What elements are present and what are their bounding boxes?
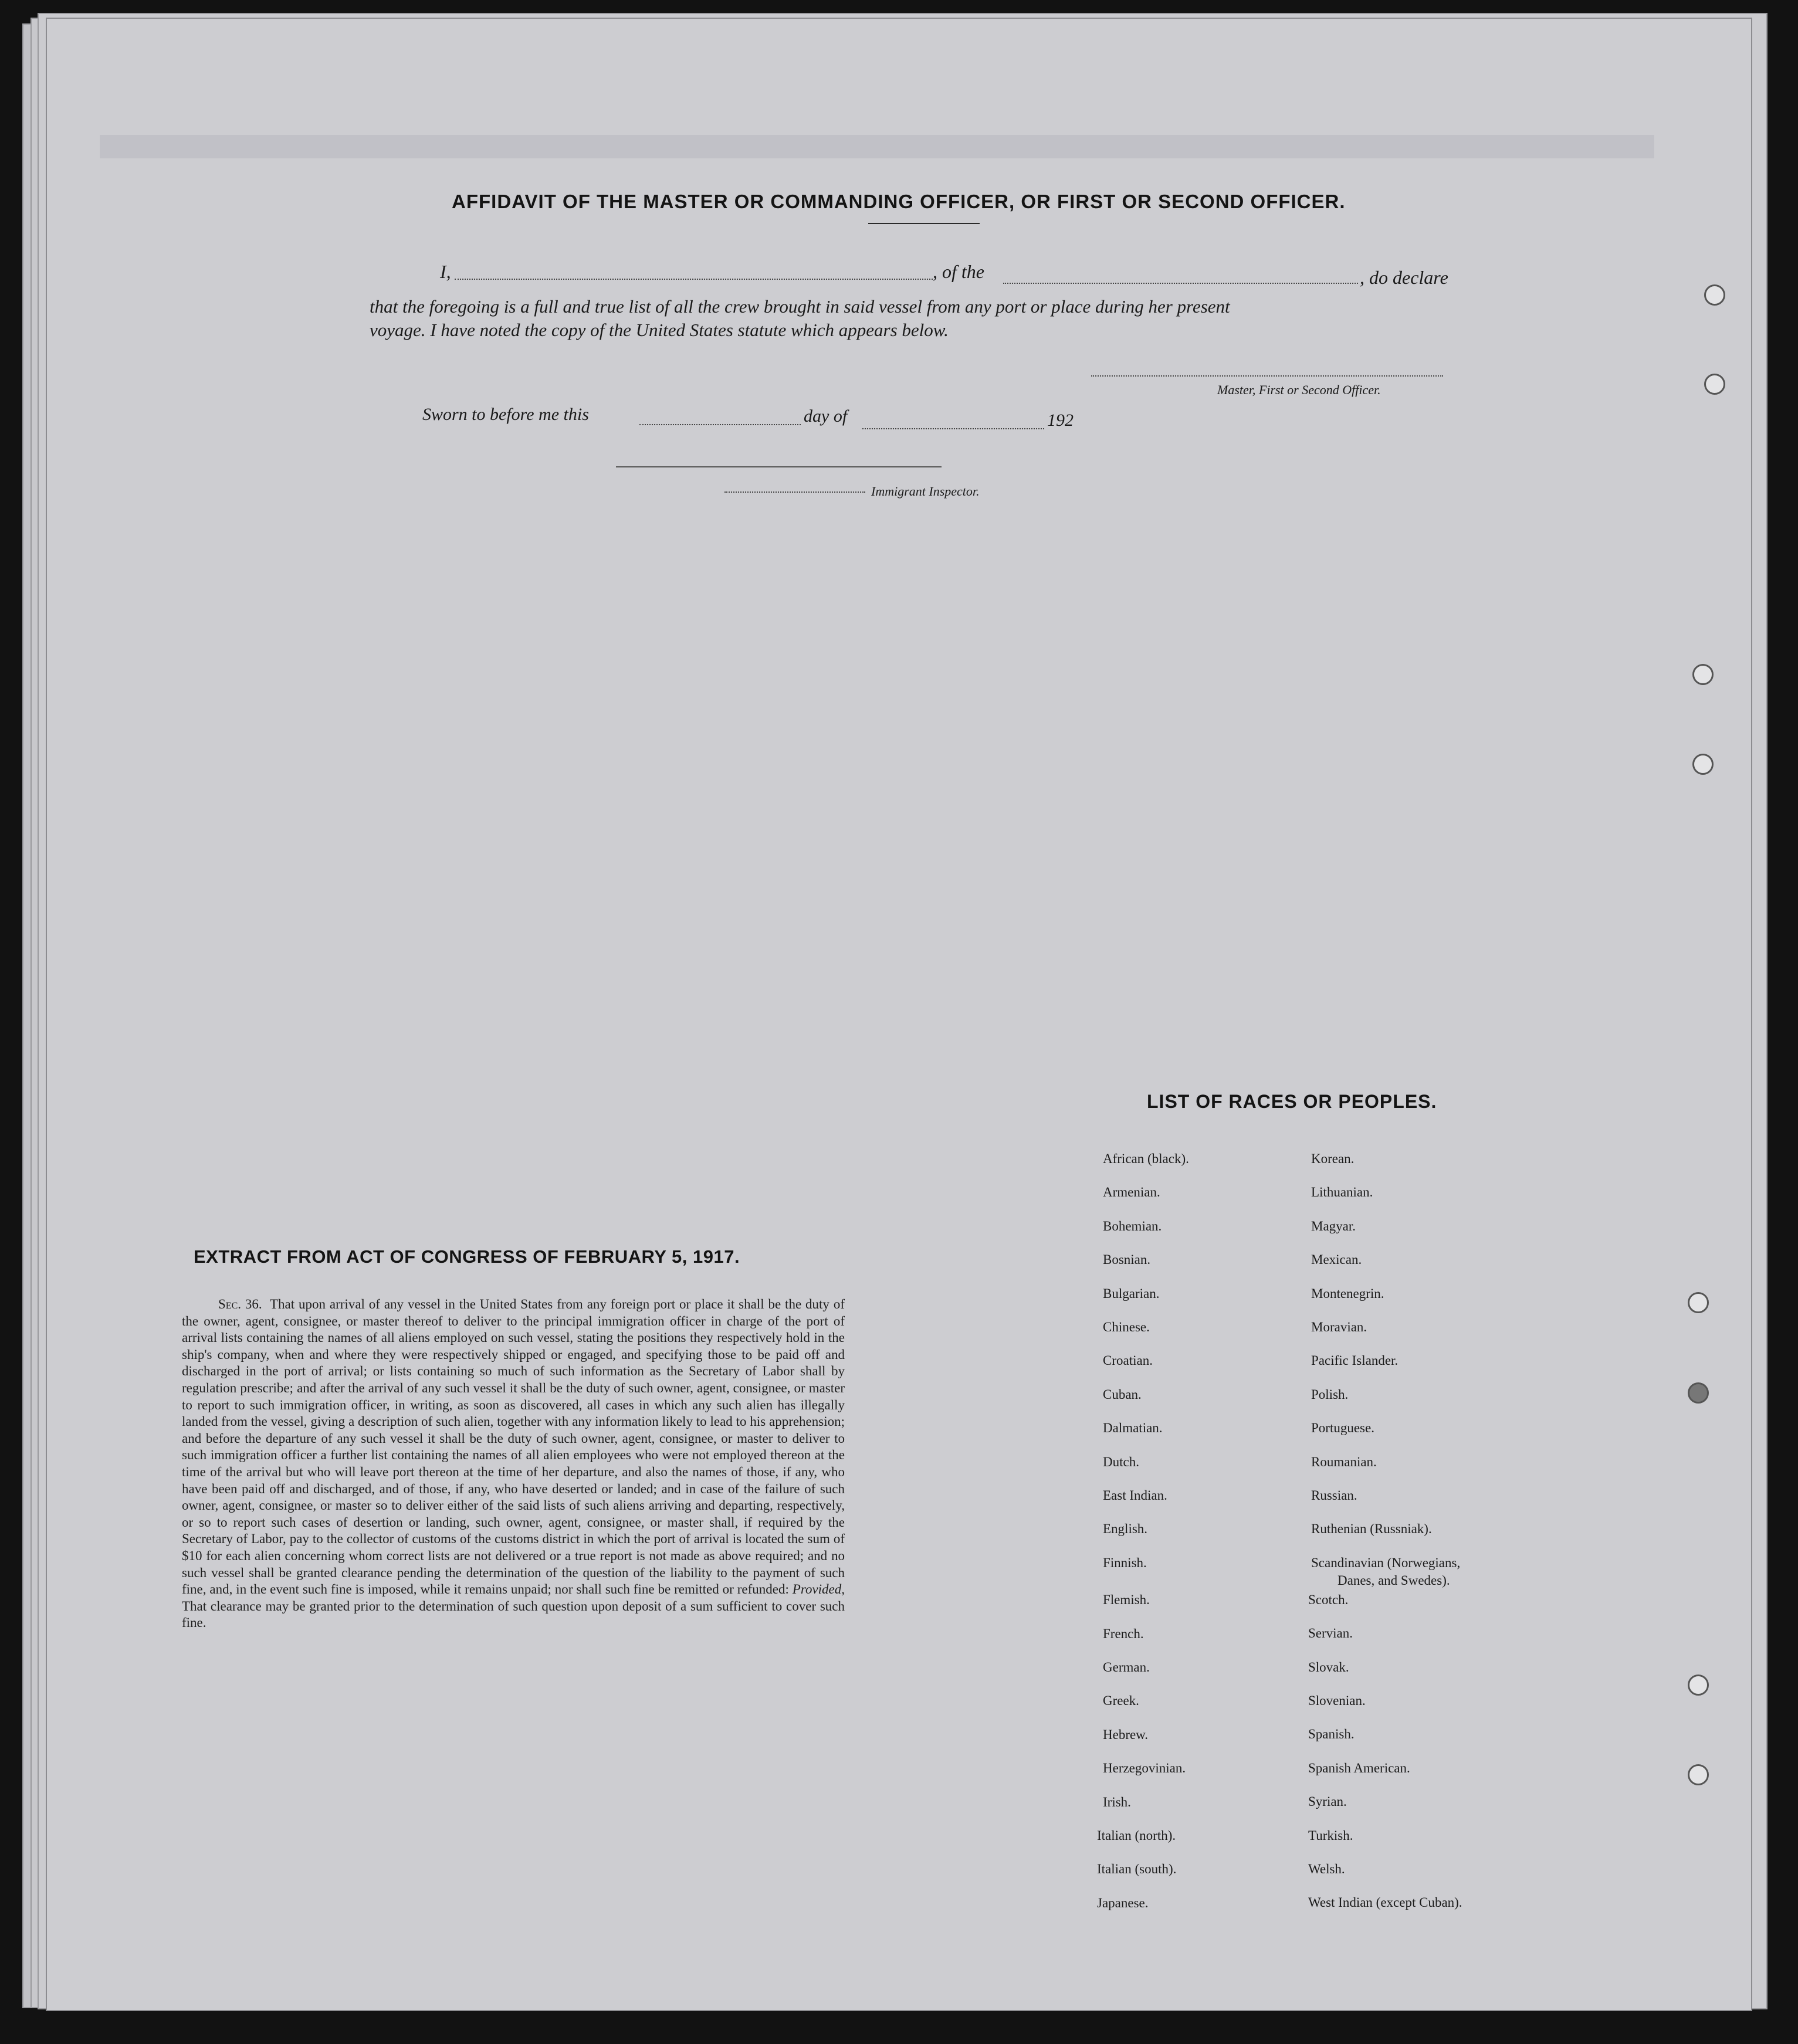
race-item: English. [1103,1521,1148,1536]
race-item: Russian. [1311,1488,1357,1503]
affidavit-title: AFFIDAVIT OF THE MASTER OR COMMANDING OFFICER, OR FIRST OR SECOND OFFICER. [452,191,1346,212]
race-item: Moravian. [1311,1320,1367,1334]
race-item: Scandinavian (Norwegians, [1311,1555,1461,1570]
race-item: Turkish. [1308,1828,1353,1843]
race-item: Bohemian. [1103,1219,1162,1233]
binder-hole [1692,754,1714,775]
race-item: Finnish. [1103,1555,1147,1570]
binder-hole [1704,284,1725,306]
affidavit-statement-line2: voyage. I have noted the copy of the United States statute which appears below. [370,320,949,340]
race-item: Mexican. [1311,1252,1362,1267]
race-item: Servian. [1308,1626,1353,1640]
race-item: Dalmatian. [1103,1421,1163,1435]
race-item: Herzegovinian. [1103,1761,1186,1775]
race-item: Armenian. [1103,1185,1160,1199]
race-item: Magyar. [1311,1219,1356,1233]
race-item: Chinese. [1103,1320,1150,1334]
race-item: Spanish. [1308,1727,1355,1741]
race-item: German. [1103,1660,1150,1674]
race-item: French. [1103,1626,1144,1641]
inspector-caption: Immigrant Inspector. [871,484,980,499]
race-item: Croatian. [1103,1353,1153,1368]
race-item: Bulgarian. [1103,1286,1160,1301]
race-item: East Indian. [1103,1488,1167,1503]
race-item: Roumanian. [1311,1455,1377,1469]
inspector-signature-rule [616,466,942,467]
race-item: Spanish American. [1308,1761,1410,1775]
statute-text [182,1296,845,1632]
race-item: Ruthenian (Russniak). [1311,1521,1432,1536]
affidavit-i-label: I, [440,261,451,282]
day-of-label: day of [804,406,848,426]
affidavit-of-the-label: , of the [933,261,984,282]
binder-hole [1692,664,1714,685]
title-underline [868,223,980,224]
race-item: West Indian (except Cuban). [1308,1895,1462,1910]
race-item: African (black). [1103,1151,1189,1166]
race-item: Japanese. [1097,1896,1149,1910]
race-item: Greek. [1103,1693,1139,1708]
race-item: Slovenian. [1308,1693,1366,1708]
affidavit-do-declare-label: , do declare [1360,267,1448,288]
race-item: Bosnian. [1103,1252,1151,1267]
race-item: Korean. [1311,1151,1355,1166]
sworn-month-line [862,428,1044,429]
race-item: Hebrew. [1103,1727,1149,1742]
statute-body-part2: That clearance may be granted prior to the determination of such question upon deposit of a sum sufficient to cover such fine. [182,1598,845,1631]
binder-hole [1688,1382,1709,1404]
races-title: LIST OF RACES OR PEOPLES. [1147,1091,1437,1112]
race-item: Welsh. [1308,1862,1345,1876]
race-item: Flemish. [1103,1592,1150,1607]
race-item: Italian (north). [1097,1828,1176,1843]
binder-hole [1704,374,1725,395]
race-item: Polish. [1311,1387,1349,1402]
race-item: Cuban. [1103,1387,1142,1402]
binder-hole [1688,1764,1709,1785]
race-item: Montenegrin. [1311,1286,1384,1301]
race-item: Dutch. [1103,1455,1139,1469]
officer-signature-line [1091,375,1443,377]
race-item: Scotch. [1308,1592,1349,1607]
race-item: Irish. [1103,1795,1131,1809]
race-item: Pacific Islander. [1311,1353,1399,1368]
sworn-day-line [639,424,801,425]
bleed-through-shadow [100,135,1654,158]
race-item: Danes, and Swedes). [1338,1573,1450,1588]
master-name-line [455,279,933,280]
sworn-label: Sworn to before me this [422,405,589,424]
race-item: Slovak. [1308,1660,1349,1674]
inspector-dotted-line [724,491,865,493]
statute-section-label: Sec. 36. [218,1297,262,1311]
race-item: Portuguese. [1311,1421,1374,1435]
statute-provided-label: Provided, [792,1582,845,1597]
extract-title: EXTRACT FROM ACT OF CONGRESS OF FEBRUARY 5, 1917. [194,1246,740,1267]
race-item: Syrian. [1308,1794,1347,1809]
binder-hole [1688,1292,1709,1313]
statute-body-part1: That upon arrival of any vessel in the United States from any foreign port or place it shall be the duty of the owner, agent, consignee, or master thereof to deliver to the principal immigration officer in charge of the port of arrival lists containing the names of all aliens employed on such vessel, stating the positions they respectively hold in the ship's company, when and where they were respectively shipped or engaged, and specifying those to be paid off and discharged in the port of arrival; or lists containing so much of such information as the Secretary of Labor shall by regulation prescribe; and after the arrival of any such vessel it shall be the duty of such owner, agent, consignee, or master to report to such immigration officer, in writing, as soon as discovered, all cases in which any such alien has illegally landed from the vessel, giving a description of such alien, together with any information likely to lead to his apprehension; and before the departure of any such vessel it shall be the duty of such owner, agent, consignee, or master to deliver to such immigration officer a further list containing the names of all alien employees who were not employed thereon at the time of the arrival but who will leave port thereon at the time of her departure, and also the names of those, if any, who have been paid off and discharged, and of those, if any, who have deserted or landed; and in case of the failure of such owner, agent, consignee, or master so to deliver either of the said lists of such aliens arriving and departing, respectively, or so to report such cases of desertion or landing, such owner, agent, consignee, or master shall, if required by the Secretary of Labor, pay to the collector of customs of the customs district in which the port of arrival is located the sum of $10 for each alien concerning whom correct lists are not delivered or a true report is not made as above required; and no such vessel shall be granted clearance pending the determination of the question of the liability to the payment of such fine, and, in the event such fine is imposed, while it remains unpaid; nor shall such fine be remitted or refunded: [182,1297,845,1597]
binder-hole [1688,1674,1709,1696]
year-label: 192 [1047,411,1074,430]
race-item: Italian (south). [1097,1862,1177,1876]
race-item: Lithuanian. [1311,1185,1373,1199]
vessel-name-line [1003,283,1358,284]
signature-caption: Master, First or Second Officer. [1217,382,1381,397]
affidavit-statement-line1: that the foregoing is a full and true list of all the crew brought in said vessel from any port or place during her present [370,296,1230,317]
